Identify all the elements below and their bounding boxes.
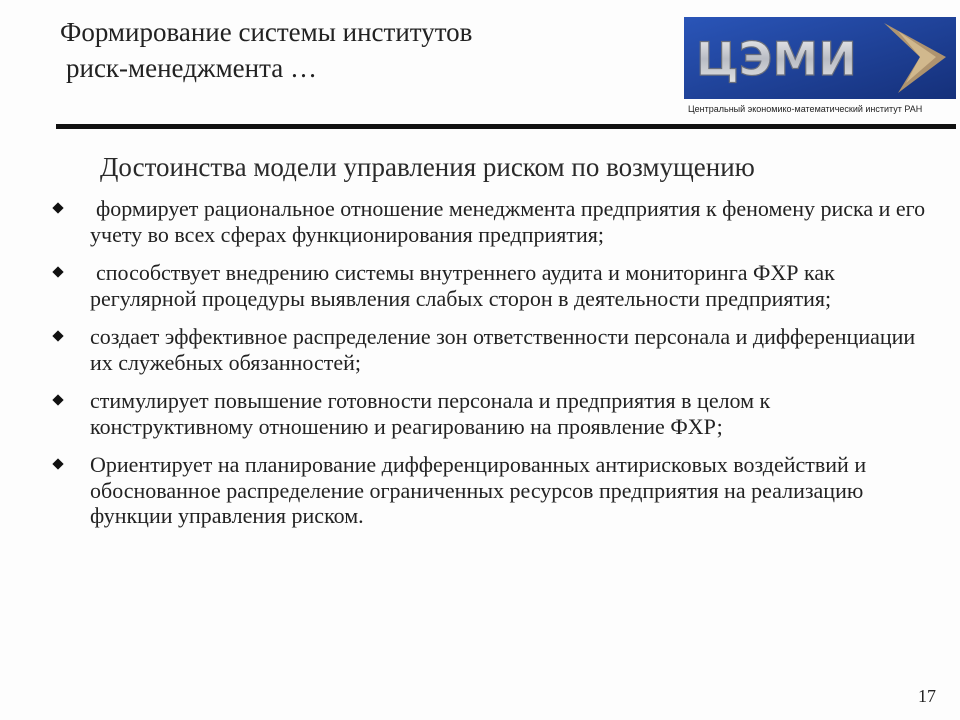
- cemi-logo: [684, 17, 956, 99]
- list-item-text: формирует рациональное отношение менеджмента предприятия к феномену риска и его учету во всех сферах функционирования предприятия;: [90, 196, 926, 247]
- diamond-bullet-icon: [52, 458, 63, 469]
- list-item-text: способствует внедрению системы внутреннего аудита и мониторинга ФХР как регулярной процедуры выявления слабых сторон в деятельности предприятия;: [90, 260, 835, 311]
- advantages-list: [52, 196, 932, 542]
- slide-title-line1: Формирование системы институтов: [60, 17, 473, 47]
- diamond-bullet-icon: [52, 330, 63, 341]
- list-item: [52, 324, 932, 375]
- list-item-text: Ориентирует на планирование дифференцированных антирисковых воздействий и обоснованное распределение ограниченных ресурсов предприятия на реализацию функции управления риском.: [90, 452, 867, 528]
- diamond-bullet-icon: [52, 394, 63, 405]
- cemi-logo-graphic: [684, 17, 956, 99]
- list-item-text: стимулирует повышение готовности персонала и предприятия в целом к конструктивному отношению и реагированию на проявление ФХР;: [90, 388, 771, 439]
- cemi-logo-text: ЦЭМИ: [696, 32, 857, 86]
- list-item: [52, 388, 932, 439]
- diamond-bullet-icon: [52, 266, 63, 277]
- diamond-bullet-icon: [52, 202, 63, 213]
- list-item: [52, 196, 932, 247]
- list-item: [52, 260, 932, 311]
- slide-subtitle: Достоинства модели управления риском по возмущению: [100, 152, 755, 182]
- slide-title-line2: риск-менеджмента …: [66, 53, 317, 83]
- slide-title: [60, 14, 472, 86]
- list-item: [52, 452, 932, 529]
- page-number: 17: [918, 686, 936, 706]
- logo-caption: Центральный экономико-математический институт РАН: [688, 104, 923, 114]
- list-item-text: создает эффективное распределение зон ответственности персонала и дифференциации их служебных обязанностей;: [90, 324, 916, 375]
- header-divider: [56, 124, 956, 129]
